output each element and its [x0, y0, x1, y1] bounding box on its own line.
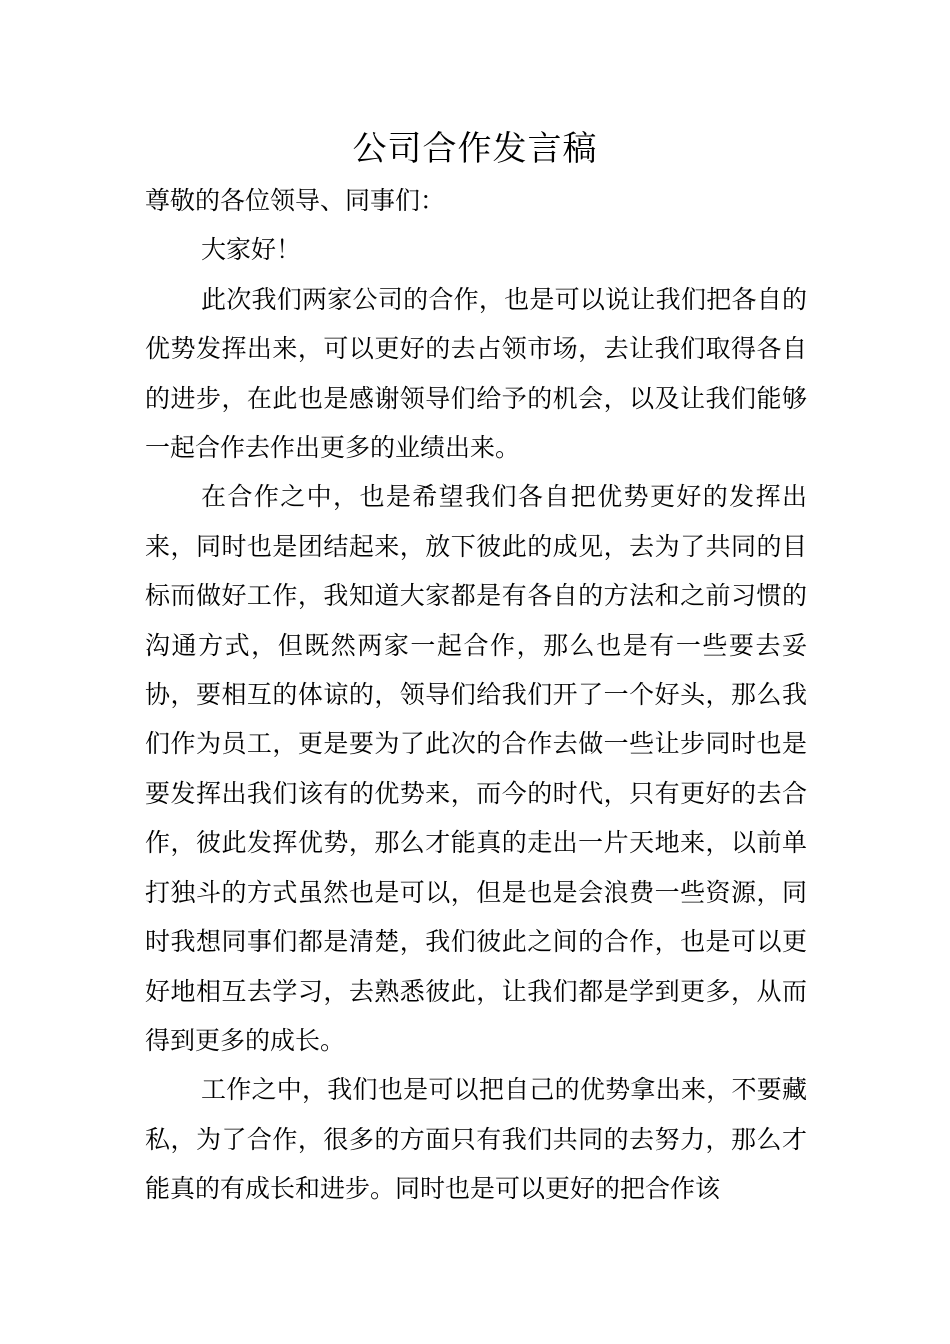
paragraph-greeting: 大家好！ [201, 235, 302, 265]
paragraph: 在合作之中，也是希望我们各自把优势更好的发挥出来，同时也是团结起来，放下彼此的成见，去为了共同的目标而做好工作，我知道大家都是有各自的方法和之前习惯的沟通方式，但既然两家一起合作，那么也是有一些要去妥协，要相互的体谅的，领导们给我们开了一个好头，那么我们作为员工，更是要为了此次的合作去做一些让步同时也是要发挥出我们该有的优势来，而今的时代，只有更好的去合作，彼此发挥优势，那么才能真的走出一片天地来，以前单打独斗的方式虽然也是可以，但是也是会浪费一些资源，同时我想同事们都是清楚，我们彼此之间的合作，也是可以更好地相互去学习，去熟悉彼此，让我们都是学到更多，从而得到更多的成长。 [145, 482, 807, 1055]
salutation: 尊敬的各位领导、同事们： [145, 186, 446, 215]
document-body [145, 176, 807, 1214]
document-title: 公司合作发言稿 [352, 129, 598, 169]
paragraph: 此次我们两家公司的合作，也是可以说让我们把各自的优势发挥出来，可以更好的去占领市场，去让我们取得各自的进步，在此也是感谢领导们给予的机会，以及让我们能够一起合作去作出更多的业绩出来。 [145, 284, 807, 463]
paragraph: 工作之中，我们也是可以把自己的优势拿出来，不要藏私，为了合作，很多的方面只有我们共同的去努力，那么才能真的有成长和进步。同时也是可以更好的把合作该 [145, 1075, 807, 1204]
